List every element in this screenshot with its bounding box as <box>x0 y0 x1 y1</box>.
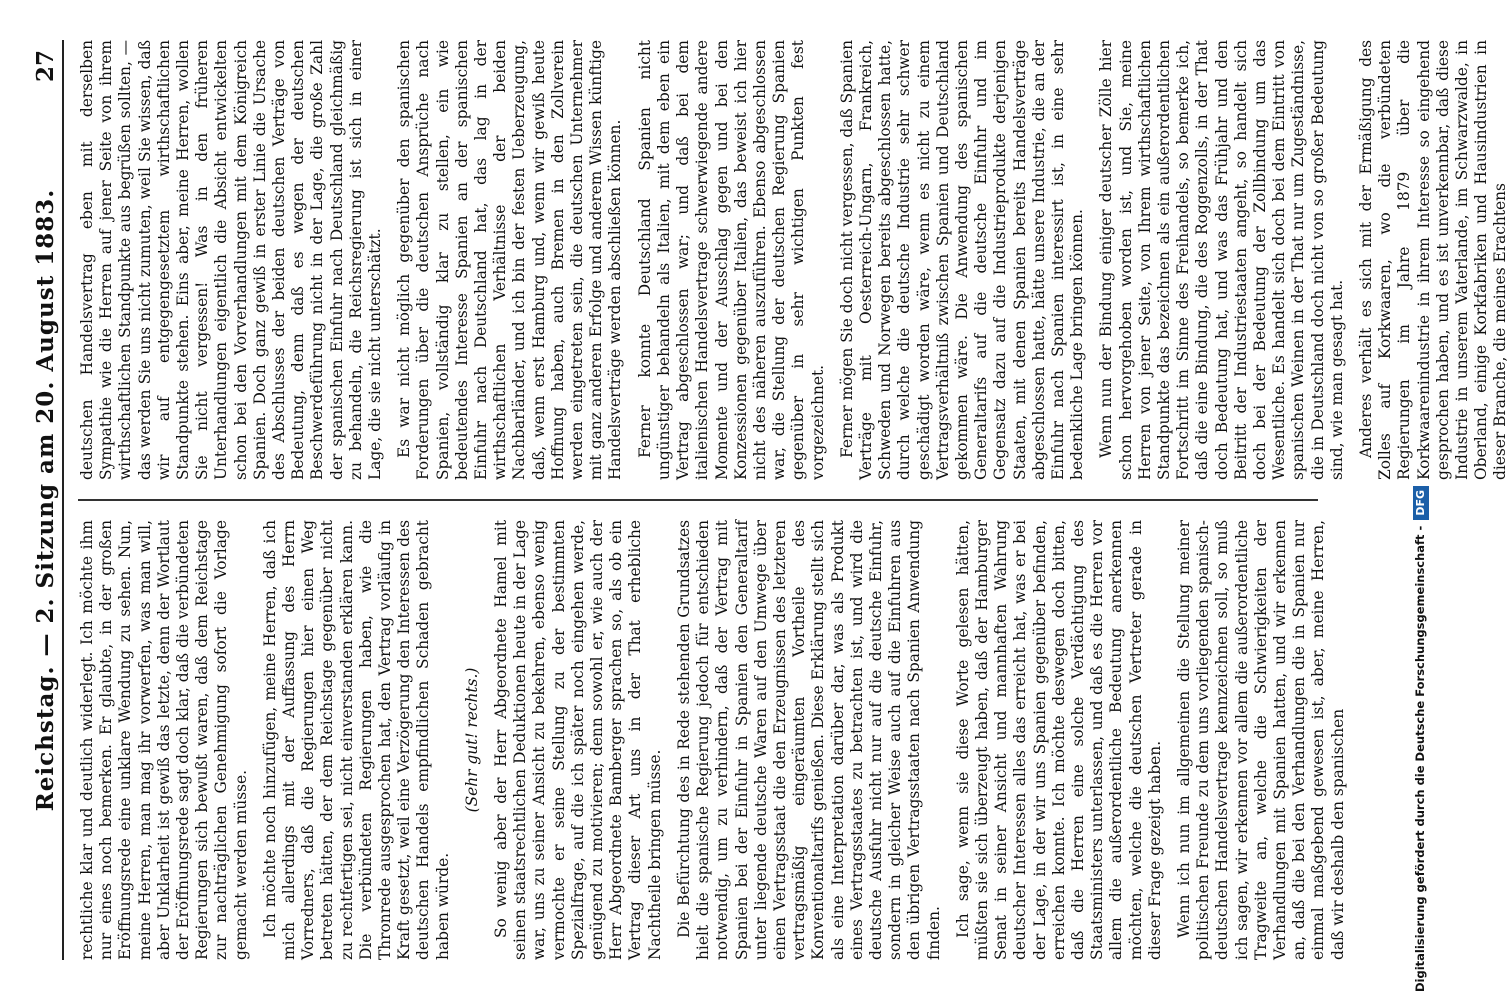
page-title: Reichstag. — 2. Sitzung am 20. August 1883. <box>32 188 59 812</box>
paragraph: Ferner mögen Sie doch nicht vergessen, daß Spanien Verträge mit Oesterreich-Ungarn, Frankreich, Schweden und Norwegen bereits abgeschlossen hatte, durch welche die deutsche Industrie sehr schwer geschädigt worden wäre, wenn es nicht zu einem Vertragsverhältniß zwischen Spanien und Deutschland gekommen wäre. Die Anwendung des spanischen Generaltarifs auf die deutsche Einfuhr und im Gegensatz dazu auf die Industrieprodukte derjenigen Staaten, mit denen Spanien bereits Handelsverträge abgeschlossen hatte, hätte unsere Industrie, die an der Einfuhr nach Spanien interessirt ist, in eine sehr bedenkliche Lage bringen können. <box>837 40 1087 480</box>
paragraph: Die Befürchtung des in Rede stehenden Grundsatzes hielt die spanische Regierung jedoch für entschieden notwendig, um zu verhindern, daß der Vertrag mit Spanien bei der Einfuhr in Spanien den Generaltarif unter liegende deutsche Waren auf den Umwege über einen Vertragsstaat die den Erzeugnissen des letzteren vertragsmäßig eingeräumten Vortheile des Konventionaltarifs genießen. Diese Erklärung stellt sich als eine Interpretation darüber dar, was als Produkt eines Vertragsstaates zu betrachten ist, und wird die deutsche Ausfuhr nicht nur auf die deutsche Einfuhr, sondern in gleicher Weise auch auf die Einfuhren aus den übrigen Vertragsstaaten nach Spanien Anwendung finden. <box>674 520 943 960</box>
paragraph: Ich sage, wenn sie diese Worte gelesen hätten, müßten sie sich überzeugt haben, daß der Hamburger Senat in seiner Ansicht und mannhaften Wahrung deutscher Interessen alles das erreicht hat, was er bei der Lage, in der wir uns Spanien gegenüber befinden, erreichen konnte. Ich möchte deswegen doch bitten, daß die Herren eine solche Verdächtigung des Staatsministers unterlassen, und daß es die Herren vor allem die außerordentliche Bedeutung anerkennen möchten, welche die deutschen Vertreter gerade in dieser Frage gezeigt haben. <box>953 520 1164 960</box>
paragraph: Ich möchte noch hinzufügen, meine Herren, daß ich mich allerdings mit der Auffassung des Herrn Vorredners, daß die Regierungen hier einen Weg betreten hätten, der dem Reichstage gegenüber nicht zu rechtfertigen sei, nicht einverstanden erklären kann. Die verbündeten Regierungen haben, wie die Thronrede ausgesprochen hat, den Vertrag vorläufig in Kraft gesetzt, weil eine Verzögerung den Interessen des deutschen Handels empfindlichen Schaden gebracht haben würde. <box>260 520 452 960</box>
dfg-logo: DFG <box>1413 486 1429 520</box>
running-head <box>28 40 64 960</box>
paragraph: Wenn ich nun im allgemeinen die Stellung meiner politischen Freunde zu dem uns vorliegenden spanisch-deutschen Handelsvertrage kennzeichnen soll, so muß ich sagen, wir erkennen vor allem die außerordentliche Tragweite an, welche die Schwierigkeiten der Verhandlungen mit Spanien hatten, und wir erkennen an, daß die bei den Verhandlungen die in Spanien nur einmal maßgebend gewesen ist, aber, meine Herren, daß wir deshalb den spanischen <box>1174 520 1347 960</box>
funding-note <box>1408 0 1432 1000</box>
column-divider <box>78 499 1318 501</box>
page-number: 27 <box>32 50 59 83</box>
paragraph: Anderes verhält es sich mit der Ermäßigung des Zolles auf Korkwaaren, wo die verbündeten Regierungen im Jahre 1879 über die Korkwaarenindustrie in ihrem Interesse so eingehend gesprochen haben, und es ist unverkennbar, daß diese Industrie in unserem Vaterlande, im Schwarzwalde, in Oberland, einige Korkfabriken und Hausindustrien in dieser Branche, die meines Erachtens <box>1357 40 1510 480</box>
paragraph: So wenig aber der Herr Abgeordnete Hamel mit seinen staatsrechtlichen Deduktionen heute in der Lage war, uns zu seiner Ansicht zu bekehren, ebenso wenig vermochte er seine Stellung zu der bestimmten Spezialfrage, auf die ich später noch eingehen werde, genügend zu motivieren; denn sowohl er, wie auch der Herr Abgeordnete Bamberger sprachen so, als ob ein Vertrag dieser Art uns in der That erhebliche Nachtheile bringen müsse. <box>492 520 664 960</box>
paragraph: rechtliche klar und deutlich widerlegt. Ich möchte ihm nur eines noch bemerken. Er glaubte, in der großen Eröffnungsrede eine unklare Wendung zu sehen. Nun, meine Herren, man mag ihr vorwerfen, was man will, aber Unklarheit ist gewiß das letzte, denn der Wortlaut der Eröffnungsrede sagt doch klar, daß die verbündeten Regierungen sich bewußt waren, daß dem Reichstage zur nachträglichen Genehmigung sofort die Vorlage gemacht werden müsse. <box>78 520 250 960</box>
paragraph: Wenn nun der Bindung einiger deutscher Zölle hier schon hervorgehoben worden ist, und Sie, meine Herren von jener Seite, von Ihrem wirthschaftlichen Standpunkte das bezeichnen als ein außerordentlichen Fortschritt im Sinne des Freihandels, so bemerke ich, daß die eine Bindung, die des Roggenzolls, in der That doch Bedeutung hat, und was das Frühjahr und den Beitritt der Industriestaaten angeht, so handelt sich doch bei der Bedeutung der Zollbindung um das Wesentliche. Es handelt sich doch bei dem Eintritt von spanischen Weinen in der That nur um Zugeständnisse, die in Deutschland doch nicht von so großer Bedeutung sind, wie man gesagt hat. <box>1097 40 1346 480</box>
interjection: (Sehr gut! rechts.) <box>462 667 481 813</box>
paragraph: Es war nicht möglich gegenüber den spanischen Forderungen über die deutschen Ansprüche nach Spanien, vollständig klar zu stellen, ein wie bedeutendes Interesse Spanien an der spanischen Einfuhr nach Deutschland hat, das lag in der wirthschaftlichen Verhältnisse der beiden Nachbarländer, und ich bin der festen Ueberzeugung, daß, wenn erst Hamburg und, wenn wir gewiß heute Hoffnung haben, auch Bremen in den Zollverein werden eingetreten sein, die deutschen Unternehmer mit ganz anderen Erfolge und anderem Wissen künftige Handelsverträge werden abschließen können. <box>395 40 625 480</box>
paragraph: Ferner konnte Deutschland Spanien nicht ungünstiger behandeln als Italien, mit dem eben ein Vertrag abgeschlossen war; und daß bei dem italienischen Handelsvertrage schwerwiegende andere Momente und der Ausschlag gegen und bei den Konzessionen gegenüber Italien, das beweist ich hier nicht des näheren auszuführen. Ebenso abgeschlossen war, die Stellung der deutschen Regierung Spanien gegenüber in sehr wichtigen Punkten fest vorgezeichnet. <box>635 40 827 480</box>
digitization-note <box>1408 0 1432 1000</box>
funding-note-text: Digitalisierung gefördert durch die Deutsche Forschungsgemeinschaft - <box>1413 525 1427 992</box>
right-column <box>78 40 1510 480</box>
paragraph: deutschen Handelsvertrag eben mit derselben Sympathie wie die Herren auf jener Seite von ihrem wirthschaftlichen Standpunkte aus begrüßen sollten, — das werden Sie uns nicht zumuten, weil Sie wissen, daß wir auf entgegengesetztem wirthschaftlichen Standpunkte stehen. Eins aber, meine Herren, wollen Sie nicht vergessen! Was in den früheren Unterhandlungen eigentlich die Absicht entwickelten schon bei den Vorverhandlungen mit dem Königreich Spanien. Doch ganz gewiß in erster Linie die Ursache des Abschlusses der beiden deutschen Verträge von Bedeutung, denn daß es wegen der deutschen Beschwerdeführung nicht in der Lage, die große Zahl der spanischen Einfuhr nach Deutschland gleichmäßig zu behandeln, die Reichsregierung ist sich in einer Lage, die sie nicht unterschätzt. <box>78 40 385 480</box>
left-column <box>78 520 1347 960</box>
